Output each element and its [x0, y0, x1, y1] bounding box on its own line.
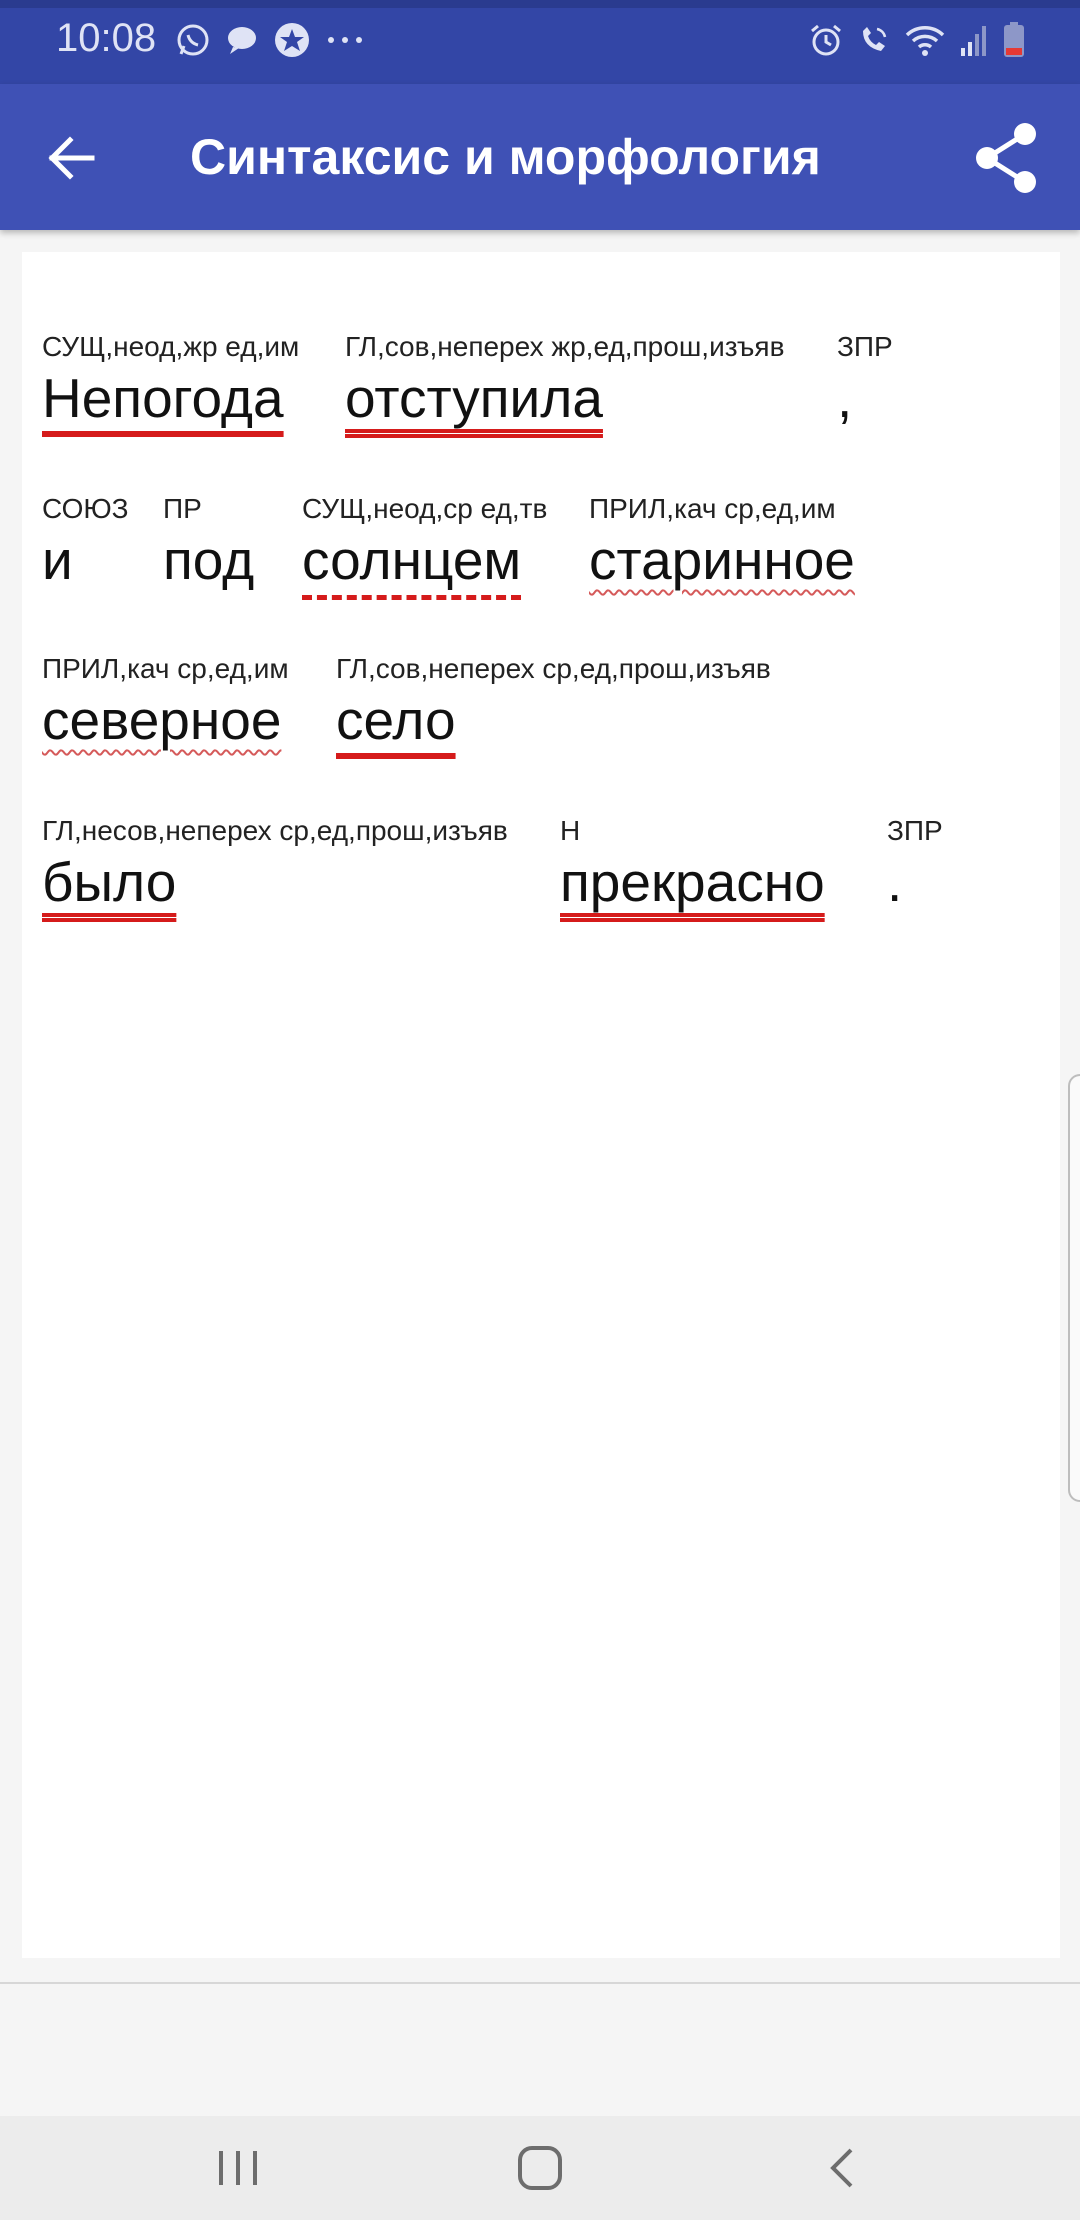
token-tag: ГЛ,несов,неперех ср,ед,прош,изъяв [42, 815, 508, 846]
token-tag: СУЩ,неод,ср ед,тв [302, 493, 548, 524]
nav-back-button[interactable] [797, 2130, 887, 2206]
token-item [837, 330, 893, 430]
alarm-icon [809, 23, 843, 57]
analysis-card [22, 252, 1060, 1958]
token-item [42, 492, 129, 592]
more-dots-icon [325, 34, 365, 46]
token-tag: СОЮЗ [42, 493, 129, 524]
token-item [336, 652, 771, 752]
share-button[interactable] [968, 120, 1044, 196]
signal-icon [959, 24, 989, 56]
scroll-handle[interactable] [1068, 1074, 1080, 1502]
star-badge-icon [273, 21, 311, 59]
status-time: 10:08 [56, 16, 157, 60]
status-notification-icons [168, 18, 372, 62]
token-tag: ПР [163, 493, 202, 524]
token-word: прекрасно [560, 851, 825, 913]
page-title: Синтаксис и морфология [190, 129, 821, 185]
whatsapp-icon [175, 22, 211, 58]
status-system-icons [802, 18, 1032, 62]
token-word: отступила [345, 367, 603, 429]
token-tag: ПРИЛ,кач ср,ед,им [42, 653, 289, 684]
token-word: село [336, 689, 456, 751]
token-word: северное [42, 689, 282, 751]
token-item [42, 330, 299, 430]
share-icon [973, 122, 1039, 194]
wifi-icon [905, 23, 945, 57]
token-item [42, 814, 508, 914]
token-item [345, 330, 784, 430]
token-tag: ПРИЛ,кач ср,ед,им [589, 493, 836, 524]
divider [0, 1982, 1080, 1984]
status-bar [0, 0, 1080, 84]
token-word: . [887, 851, 903, 913]
token-tag: СУЩ,неод,жр ед,им [42, 331, 300, 362]
recents-icon [215, 2147, 261, 2189]
back-button[interactable] [36, 122, 108, 194]
token-tag: Н [560, 815, 581, 846]
token-item [302, 492, 547, 592]
token-word: было [42, 851, 177, 913]
battery-low-icon [1003, 22, 1025, 58]
token-item [560, 814, 825, 914]
token-item [42, 652, 289, 752]
token-word: солнцем [302, 529, 522, 591]
token-tag: ГЛ,сов,неперех ср,ед,прош,изъяв [336, 653, 771, 684]
home-button[interactable] [495, 2130, 585, 2206]
wifi-call-icon [857, 23, 891, 57]
token-item [163, 492, 254, 592]
app-bar [0, 84, 1080, 230]
recents-button[interactable] [193, 2130, 283, 2206]
token-word: и [42, 529, 73, 591]
token-word: старинное [589, 529, 855, 591]
home-icon [516, 2144, 564, 2192]
token-word: Непогода [42, 367, 284, 429]
chat-bubble-icon [225, 23, 259, 57]
token-item [887, 814, 943, 914]
arrow-back-icon [48, 136, 96, 180]
token-word: , [837, 367, 853, 429]
token-word: под [163, 529, 255, 591]
token-tag: ЗПР [837, 331, 893, 362]
token-tag: ГЛ,сов,неперех жр,ед,прош,изъяв [345, 331, 785, 362]
token-item [589, 492, 855, 592]
nav-back-icon [825, 2146, 859, 2190]
system-nav-bar [0, 2116, 1080, 2220]
token-tag: ЗПР [887, 815, 943, 846]
